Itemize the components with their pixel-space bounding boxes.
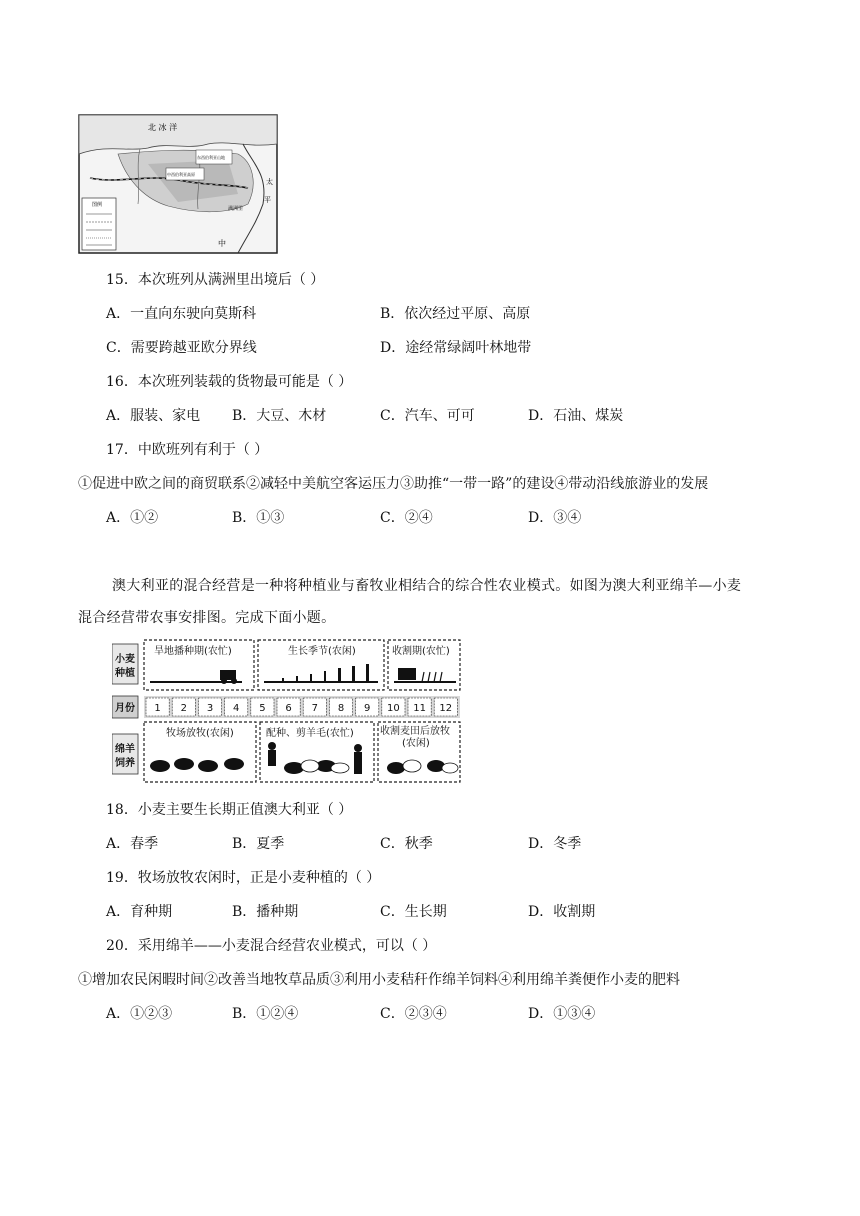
wheat-stage-growing: 生长季节(农闲) <box>288 646 356 657</box>
option-19-a[interactable]: A．育种期 <box>106 904 173 920</box>
option-15-a[interactable]: A．一直向东驶向莫斯科 <box>106 306 257 322</box>
question-stem: 牧场放牧农闲时，正是小麦种植的（ ） <box>137 870 381 886</box>
month-label: 3 <box>206 703 214 714</box>
map-label-manzhouli: 满洲里 <box>228 206 244 212</box>
sheep-side-label-1: 绵羊 <box>115 744 135 755</box>
map-label-plateau: 中西伯利亚高原 <box>167 172 195 177</box>
option-17-a[interactable]: A．①② <box>106 510 159 526</box>
question-stem: 采用绵羊——小麦混合经营农业模式，可以（ ） <box>137 938 437 954</box>
month-label: 11 <box>413 703 426 714</box>
wheat-stage-sowing: 旱地播种期(农忙) <box>154 646 232 657</box>
month-label: 10 <box>387 703 400 714</box>
option-17-b[interactable]: B．①③ <box>232 510 285 526</box>
map-label-ping: 平 <box>264 196 271 204</box>
question-stem: 本次班列装载的货物最可能是（ ） <box>137 374 353 390</box>
option-16-a[interactable]: A．服装、家电 <box>106 408 201 424</box>
option-16-d[interactable]: D．石油、煤炭 <box>528 408 624 424</box>
sheep-stage-stubble-note: (农闲) <box>402 738 430 749</box>
option-20-d[interactable]: D．①③④ <box>528 1006 596 1022</box>
question-number: 15． <box>106 272 138 288</box>
map-label-ocean: 北 冰 洋 <box>148 123 178 132</box>
question-number: 20． <box>106 938 138 954</box>
map-label-mountains: 东西伯利亚山地 <box>197 155 225 160</box>
month-label: 4 <box>233 703 240 714</box>
month-label: 12 <box>439 703 453 714</box>
question-stem: 中欧班列有利于（ ） <box>137 442 269 458</box>
month-label: 6 <box>285 703 292 714</box>
sheep-side-label-2: 饲养 <box>115 758 135 769</box>
option-17-d[interactable]: D．③④ <box>528 510 582 526</box>
sheep-stage-stubble: 收割麦田后放牧 <box>380 726 450 737</box>
wheat-side-label-2: 种植 <box>115 668 135 679</box>
passage-line-1: 澳大利亚的混合经营是一种将种植业与畜牧业相结合的综合性农业模式。如图为澳大利亚绵羊—小麦 <box>112 578 742 594</box>
question-number: 16． <box>106 374 138 390</box>
option-18-d[interactable]: D．冬季 <box>528 836 582 852</box>
question-number: 19． <box>106 870 138 886</box>
month-label: 9 <box>364 703 371 714</box>
option-17-c[interactable]: C．②④ <box>380 510 433 526</box>
option-15-d[interactable]: D．途经常绿阔叶林地带 <box>380 340 532 356</box>
option-18-b[interactable]: B．夏季 <box>232 836 285 852</box>
question-18 <box>106 800 352 820</box>
wheat-stage-harvest: 收割期(农忙) <box>392 646 450 657</box>
passage-line-2: 混合经营带农事安排图。完成下面小题。 <box>78 610 336 626</box>
option-19-d[interactable]: D．收割期 <box>528 904 596 920</box>
wheat-side-label-1: 小麦 <box>115 654 135 665</box>
map-label-china: 中 <box>218 239 226 248</box>
farming-calendar-figure <box>112 638 464 786</box>
option-20-b[interactable]: B．①②④ <box>232 1006 299 1022</box>
question-19 <box>106 868 380 888</box>
route-map <box>78 114 278 254</box>
question-20 <box>106 936 436 956</box>
question-20-statement: ①增加农民闲暇时间②改善当地牧草品质③利用小麦秸秆作绵羊饲料④利用绵羊粪便作小麦的肥料 <box>78 972 680 988</box>
map-label-tai: 太 <box>266 178 273 186</box>
question-stem: 小麦主要生长期正值澳大利亚（ ） <box>137 802 353 818</box>
option-16-c[interactable]: C．汽车、可可 <box>380 408 475 424</box>
month-label: 7 <box>311 703 318 714</box>
option-20-a[interactable]: A．①②③ <box>106 1006 173 1022</box>
question-number: 18． <box>106 802 138 818</box>
question-17-statement: ①促进中欧之间的商贸联系②减轻中美航空客运压力③助推“一带一路”的建设④带动沿线旅游业的发展 <box>78 476 709 492</box>
sheep-stage-grazing: 牧场放牧(农闲) <box>166 728 234 739</box>
month-side-label: 月份 <box>115 703 135 714</box>
option-15-b[interactable]: B．依次经过平原、高原 <box>380 306 531 322</box>
option-15-c[interactable]: C．需要跨越亚欧分界线 <box>106 340 257 356</box>
month-label: 2 <box>180 703 187 714</box>
option-19-c[interactable]: C．生长期 <box>380 904 447 920</box>
question-number: 17． <box>106 442 138 458</box>
option-19-b[interactable]: B．播种期 <box>232 904 299 920</box>
option-18-c[interactable]: C．秋季 <box>380 836 433 852</box>
question-stem: 本次班列从满洲里出境后（ ） <box>137 272 325 288</box>
question-15 <box>106 270 324 290</box>
option-16-b[interactable]: B．大豆、木材 <box>232 408 327 424</box>
option-18-a[interactable]: A．春季 <box>106 836 159 852</box>
month-label: 1 <box>154 703 161 714</box>
sheep-stage-shearing: 配种、剪羊毛(农忙) <box>266 728 354 739</box>
map-legend-title: 图例 <box>92 202 103 208</box>
option-20-c[interactable]: C．②③④ <box>380 1006 447 1022</box>
question-17 <box>106 440 268 460</box>
month-label: 5 <box>259 703 266 714</box>
month-label: 8 <box>337 703 345 714</box>
question-16 <box>106 372 352 392</box>
